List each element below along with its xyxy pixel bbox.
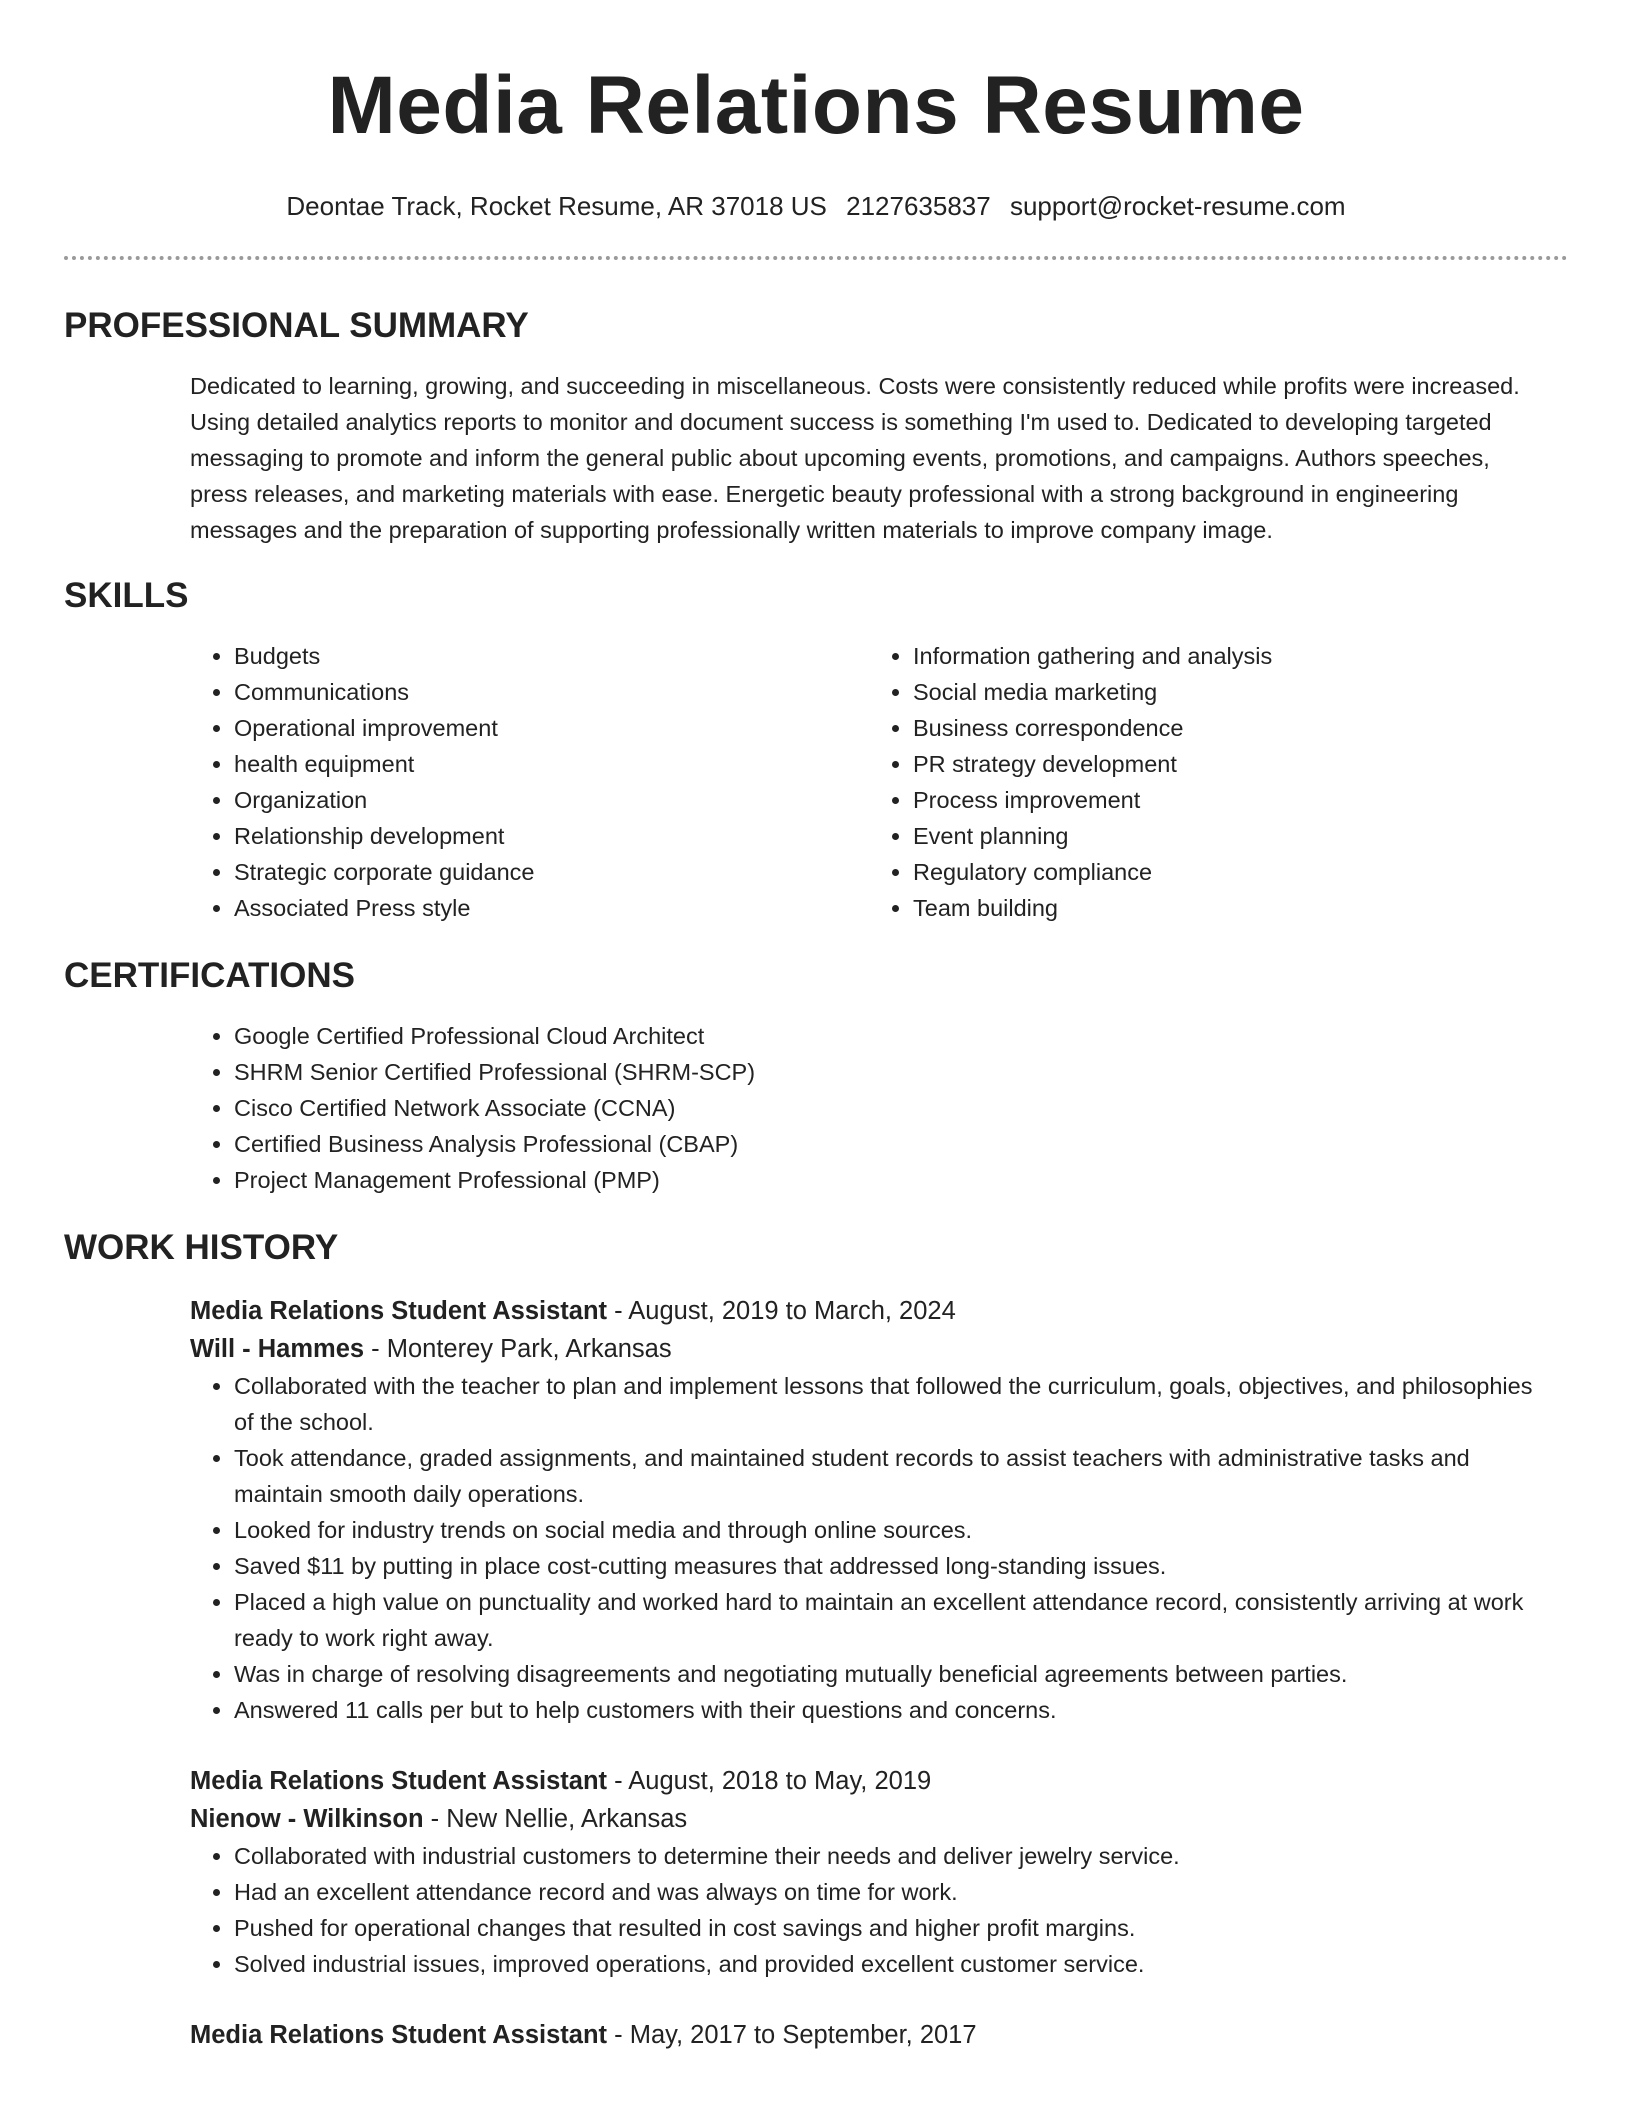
skill-item: • Team building: [913, 890, 1548, 926]
skill-item: • Event planning: [913, 818, 1548, 854]
certification-item: • SHRM Senior Certified Professional (SHRM-SCP): [234, 1054, 1548, 1090]
job-dates: - May, 2017 to September, 2017: [607, 2021, 977, 2049]
certifications-list: [190, 1018, 1548, 1198]
skill-item: • Business correspondence: [913, 710, 1548, 746]
certification-item: • Certified Business Analysis Professional (CBAP): [234, 1126, 1548, 1162]
job-company-line: [190, 1330, 1548, 1368]
skill-item: • Social media marketing: [913, 674, 1548, 710]
job-title-line: [190, 1292, 1548, 1330]
skill-item: • Strategic corporate guidance: [234, 854, 869, 890]
job-bullet: • Answered 11 calls per but to help customers with their questions and concerns.: [234, 1692, 1548, 1728]
job-dates: - August, 2019 to March, 2024: [607, 1297, 956, 1325]
skills-column-right: [869, 638, 1548, 926]
job-title-line: [190, 1762, 1548, 1800]
job-bullet: • Took attendance, graded assignments, and maintained student records to assist teachers with administrative tasks and maintain smooth daily operations.: [234, 1440, 1548, 1512]
job-bullet: • Collaborated with the teacher to plan and implement lessons that followed the curriculum, goals, objectives, and philosophies of the school.: [234, 1368, 1548, 1440]
job-bullet: • Solved industrial issues, improved operations, and provided excellent customer service.: [234, 1946, 1548, 1982]
skill-item: • Regulatory compliance: [913, 854, 1548, 890]
job-company: Will - Hammes: [190, 1335, 365, 1363]
section-heading-work-history: WORK HISTORY: [64, 1228, 339, 1267]
skill-item: • PR strategy development: [913, 746, 1548, 782]
certification-item: • Project Management Professional (PMP): [234, 1162, 1548, 1198]
skills-grid: [190, 638, 1548, 926]
certifications-block: [190, 1018, 1548, 1198]
skill-item: • Communications: [234, 674, 869, 710]
skill-item: • Budgets: [234, 638, 869, 674]
job-location: - Monterey Park, Arkansas: [364, 1335, 672, 1363]
job-location: - New Nellie, Arkansas: [423, 1805, 688, 1833]
skills-list-right: [869, 638, 1548, 926]
contact-address: Deontae Track, Rocket Resume, AR 37018 US: [286, 191, 827, 221]
section-heading-skills: SKILLS: [64, 576, 189, 615]
contact-email: support@rocket-resume.com: [1009, 191, 1346, 221]
job-entry: [190, 1292, 1548, 1728]
skill-item: • health equipment: [234, 746, 869, 782]
certification-item: • Google Certified Professional Cloud Architect: [234, 1018, 1548, 1054]
section-heading-summary: PROFESSIONAL SUMMARY: [64, 306, 529, 345]
job-bullet: • Pushed for operational changes that resulted in cost savings and higher profit margins.: [234, 1910, 1548, 1946]
job-title-line: [190, 2016, 1548, 2054]
skill-item: • Process improvement: [913, 782, 1548, 818]
skill-item: • Associated Press style: [234, 890, 869, 926]
job-bullet: • Placed a high value on punctuality and worked hard to maintain an excellent attendance record, consistently arriving at work ready to work right away.: [234, 1584, 1548, 1656]
job-entry: [190, 2016, 1548, 2054]
job-bullet: • Collaborated with industrial customers to determine their needs and deliver jewelry service.: [234, 1838, 1548, 1874]
job-title: Media Relations Student Assistant: [190, 1297, 608, 1325]
contact-line: [64, 190, 1568, 222]
job-entry: [190, 1762, 1548, 1982]
job-bullets: [190, 1838, 1548, 1982]
job-bullet: • Saved $11 by putting in place cost-cutting measures that addressed long-standing issues.: [234, 1548, 1548, 1584]
job-bullet: • Had an excellent attendance record and was always on time for work.: [234, 1874, 1548, 1910]
skill-item: • Relationship development: [234, 818, 869, 854]
certification-item: • Cisco Certified Network Associate (CCNA): [234, 1090, 1548, 1126]
skill-item: • Operational improvement: [234, 710, 869, 746]
skill-item: • Information gathering and analysis: [913, 638, 1548, 674]
job-company: Nienow - Wilkinson: [190, 1805, 424, 1833]
resume-page: [64, 0, 1568, 2112]
job-bullets: [190, 1368, 1548, 1728]
skills-list-left: [190, 638, 869, 926]
section-heading-certifications: CERTIFICATIONS: [64, 956, 356, 995]
resume-title: Media Relations Resume: [327, 60, 1305, 151]
job-title: Media Relations Student Assistant: [190, 1767, 608, 1795]
job-company-line: [190, 1800, 1548, 1838]
job-dates: - August, 2018 to May, 2019: [607, 1767, 932, 1795]
summary-text: Dedicated to learning, growing, and succeeding in miscellaneous. Costs were consistently reduced while profits were increased. Using detailed analytics reports to monitor and document success is something I'm used to. Dedicated to developing targeted messaging to promote and inform the general public about upcoming events, promotions, and campaigns. Authors speeches, press releases, and marketing materials with ease. Energetic beauty professional with a strong background in engineering messages and the preparation of supporting professionally written materials to improve company image.: [190, 373, 1520, 543]
header-divider: [64, 256, 1568, 260]
contact-phone: 2127635837: [846, 191, 991, 221]
job-bullet: • Was in charge of resolving disagreements and negotiating mutually beneficial agreements between parties.: [234, 1656, 1548, 1692]
job-bullet: • Looked for industry trends on social media and through online sources.: [234, 1512, 1548, 1548]
skills-column-left: [190, 638, 869, 926]
skill-item: • Organization: [234, 782, 869, 818]
job-title: Media Relations Student Assistant: [190, 2021, 608, 2049]
